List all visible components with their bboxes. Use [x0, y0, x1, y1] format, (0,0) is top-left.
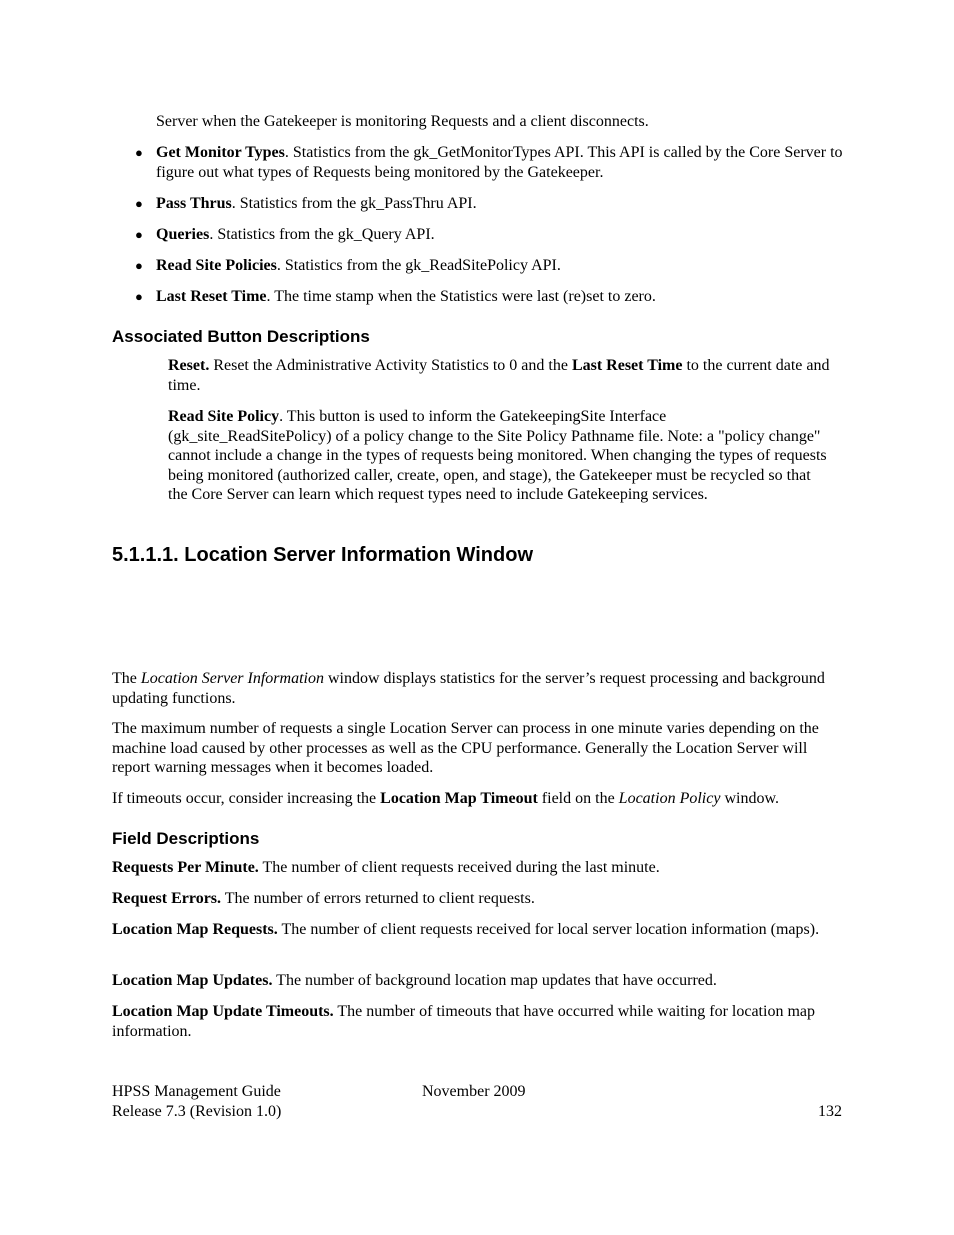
- bullet-dot: ●: [135, 289, 143, 304]
- footer-title: HPSS Management Guide: [112, 1083, 281, 1100]
- bullet-item-get-monitor-types: Get Monitor Types. Statistics from the gk_GetMonitorTypes API. This API is called by the Core Server to figure out what types of Requests being monitored by the Gatekeeper.: [156, 144, 843, 181]
- max-requests-paragraph: The maximum number of requests a single Location Server can process in one minute varies depending on the machine load caused by other processes as well as the CPU performance. Generally the Location Server will report warning messages when it becomes loaded.: [112, 720, 819, 777]
- page-number: 132: [818, 1103, 842, 1120]
- intro-paragraph: The Location Server Information window displays statistics for the server’s request processing and background updating functions.: [112, 670, 825, 707]
- section-heading: 5.1.1.1. Location Server Information Window: [112, 544, 534, 566]
- field-requests-per-minute: Requests Per Minute. The number of client requests received during the last minute.: [112, 859, 660, 876]
- bullet-item-queries: Queries. Statistics from the gk_Query API.: [156, 226, 435, 243]
- footer-release: Release 7.3 (Revision 1.0): [112, 1103, 282, 1120]
- read-site-policy-description: Read Site Policy. This button is used to inform the GatekeepingSite Interface (gk_site_ReadSitePolicy) of a policy change to the Site Policy Pathname file. Note: a "policy change" cannot include a change in the types of requests being monitored. When changing the types of requests being monitored (authorized caller, create, open, and stage), the Gatekeeper must be recycled so that the Core Server can learn which request types need to include Gatekeeping services.: [168, 408, 827, 504]
- button-descriptions-heading: Associated Button Descriptions: [112, 327, 370, 346]
- bullet-item-pass-thrus: Pass Thrus. Statistics from the gk_PassThru API.: [156, 195, 477, 212]
- field-location-map-updates: Location Map Updates. The number of background location map updates that have occurred.: [112, 972, 717, 989]
- bullet-item-read-site-policies: Read Site Policies. Statistics from the gk_ReadSitePolicy API.: [156, 257, 561, 274]
- field-request-errors: Request Errors. The number of errors returned to client requests.: [112, 890, 535, 907]
- page-footer: [112, 1082, 842, 1122]
- bullet-dot: ●: [135, 196, 143, 211]
- reset-description: Reset. Reset the Administrative Activity Statistics to 0 and the Last Reset Time to the current date and time.: [168, 357, 830, 394]
- timeouts-paragraph: If timeouts occur, consider increasing the Location Map Timeout field on the Location Policy window.: [112, 790, 779, 807]
- bullet-dot: ●: [135, 145, 143, 160]
- field-location-map-requests: Location Map Requests. The number of client requests received for local server location information (maps).: [112, 921, 820, 938]
- footer-date: November 2009: [422, 1083, 526, 1100]
- bullet-item-last-reset-time: Last Reset Time. The time stamp when the Statistics were last (re)set to zero.: [156, 288, 656, 305]
- field-descriptions-heading: Field Descriptions: [112, 829, 260, 848]
- bullet-dot: ●: [135, 227, 143, 242]
- continued-bullet-text: Server when the Gatekeeper is monitoring Requests and a client disconnects.: [156, 113, 649, 130]
- field-location-map-update-timeouts: Location Map Update Timeouts. The number of timeouts that have occurred while waiting for location map information.: [112, 1003, 815, 1040]
- bullet-dot: ●: [135, 258, 143, 273]
